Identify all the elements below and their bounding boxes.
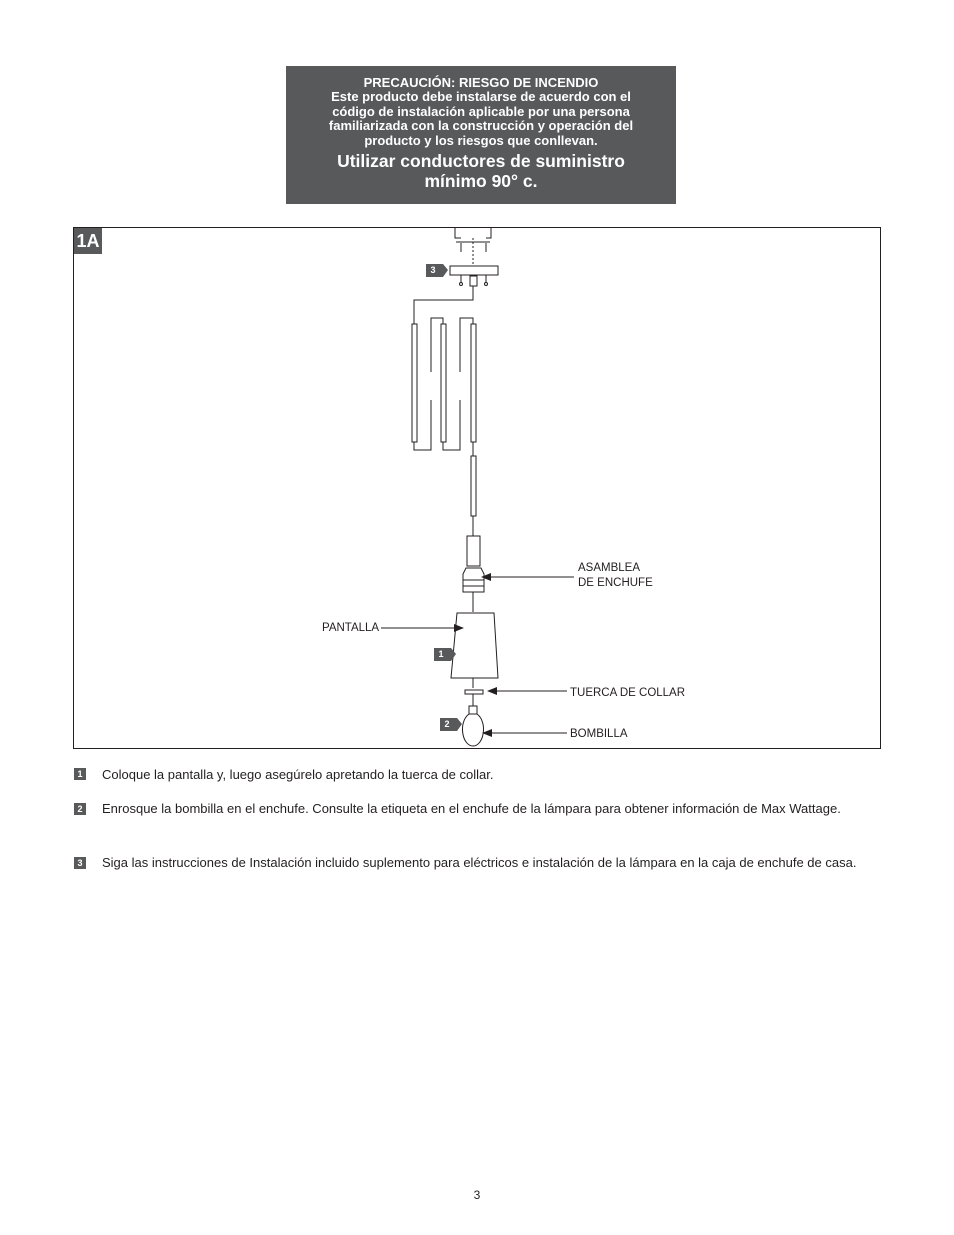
caution-body-line: producto y los riesgos que conllevan.: [364, 132, 598, 148]
label-bulb: BOMBILLA: [570, 728, 628, 740]
caution-body-line: código de instalación aplicable por una persona: [332, 103, 630, 119]
caution-title: PRECAUCIÓN: RIESGO DE INCENDIO: [363, 75, 599, 90]
label-collar-nut: TUERCA DE COLLAR: [570, 687, 686, 699]
instruction-text: Siga las instrucciones de Instalación incluido suplemento para eléctricos e instalación de la lámpara en la caja de enchufe de casa.: [102, 855, 857, 870]
caution-emphasis-line: Utilizar conductores de suministro: [337, 151, 625, 171]
diagram-step-badge: 3: [430, 265, 436, 275]
caution-body-line: familiarizada con la construcción y operación del: [328, 118, 634, 133]
label-socket-line1: ASAMBLEA: [578, 562, 640, 574]
instruction-badge: 1: [74, 768, 86, 780]
rod: [471, 456, 476, 516]
instruction-text: Enrosque la bombilla en el enchufe. Consulte la etiqueta en el enchufe de la lámpara para obtener información de Max Wattage.: [102, 801, 841, 816]
label-shade: PANTALLA: [322, 622, 380, 634]
rod: [412, 324, 417, 442]
figure-tag: 1A: [74, 228, 102, 254]
shade: [451, 613, 498, 678]
instruction-badge: 2: [74, 803, 86, 815]
mounting-bracket: [455, 228, 491, 238]
rod: [471, 324, 476, 442]
bulb: [462, 714, 483, 746]
instruction-text: Coloque la pantalla y, luego asegúrelo apretando la tuerca de collar.: [102, 767, 494, 782]
caution-emphasis-line: mínimo 90° c.: [424, 171, 538, 191]
page-number: 3: [473, 1188, 481, 1202]
collar-nut: [465, 690, 483, 694]
rod: [441, 324, 446, 442]
caution-body-line: Este producto debe instalarse de acuerdo con el: [331, 89, 631, 104]
canopy-plate: [450, 266, 498, 275]
diagram-step-badge: 1: [438, 649, 444, 659]
socket-housing: [467, 536, 480, 566]
diagram-step-badge: 2: [444, 719, 450, 729]
label-socket-line2: DE ENCHUFE: [578, 577, 653, 589]
instruction-badge: 3: [74, 857, 86, 869]
